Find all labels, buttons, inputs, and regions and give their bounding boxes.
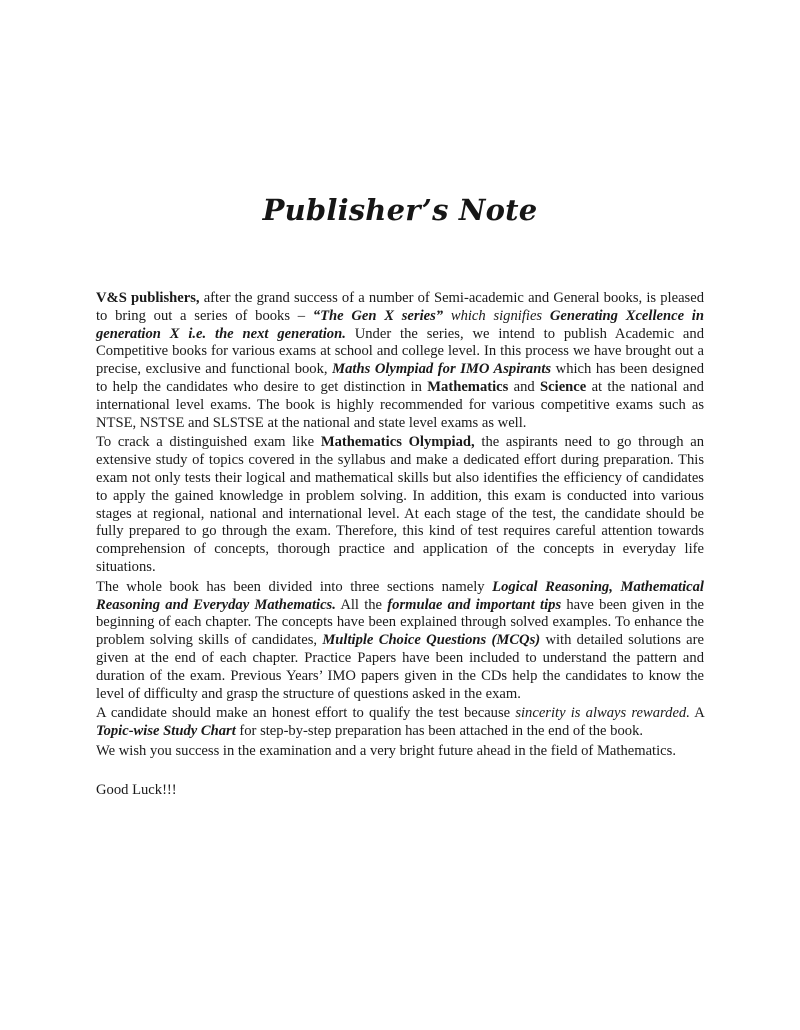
text-segment: Logical Reasoning, Mathematical Reasoning and Everyday Mathematics.	[96, 578, 704, 613]
text-segment: the aspirants need to go through an extensive study of topics covered in the syllabus and make a dedicated effort during preparation. This exam not only tests their logical and mathematical skills but also identifies the efficiency of candidates to apply the gained knowledge in problem solving. In addition, this exam is conducted into various stages at regional, national and international level. At each stage of the test, the candidate should be fully prepared to go through the exam. Therefore, this kind of test requires careful attention towards comprehension of concepts, thorough practice and application of the concepts in everyday life situations.	[96, 434, 704, 575]
text-segment: sincerity is always rewarded.	[515, 705, 690, 722]
paragraph-wishes	[96, 743, 704, 761]
paragraph-olympiad	[96, 434, 704, 576]
note-body	[96, 290, 704, 802]
text-segment: Under the series, we intend to publish Academic and Competitive books for various exams at school and college level. In this process we have brought out a precise, exclusive and functional book,	[96, 325, 705, 378]
text-segment: Mathematics Olympiad,	[320, 434, 475, 451]
text-segment: Multiple Choice Questions (MCQs)	[322, 632, 541, 649]
text-segment: for step-by-step preparation has been attached in the end of the book.	[235, 723, 644, 740]
text-segment: We wish you success in the examination and a very bright future ahead in the field of Mathematics.	[96, 742, 676, 759]
text-segment: formulae and important tips	[387, 596, 562, 613]
text-segment: Science	[540, 378, 587, 395]
paragraph-sections	[96, 579, 704, 704]
text-segment: The whole book has been divided into three sections namely	[96, 578, 493, 595]
text-segment: at the national and international level exams. The book is highly recommended for various competitive exams such as NTSE, NSTSE and SLSTSE at the national and state level exams as well.	[96, 378, 704, 431]
text-segment: Mathematics	[427, 378, 509, 395]
text-segment: have been given in the beginning of each chapter. The concepts have been explained through solved examples. To enhance the problem solving skills of candidates,	[96, 596, 705, 649]
text-segment: “The Gen X series”	[312, 307, 444, 324]
text-segment: Maths Olympiad for IMO Aspirants	[332, 361, 552, 378]
paragraph-effort	[96, 705, 704, 741]
text-segment: To crack a distinguished exam like	[96, 434, 321, 451]
text-segment: All the	[335, 596, 388, 613]
text-segment: with detailed solutions are given at the end of each chapter. Practice Papers have been included to understand the pattern and duration of the exam. Previous Years’ IMO papers given in the CDs help the candidates to know the level of difficulty and grasp the structure of questions asked in the exam.	[96, 632, 704, 702]
text-segment: and	[508, 378, 541, 395]
page-title: Publisher’s Note	[262, 193, 538, 227]
text-segment: after the grand success of a number of Semi-academic and General books, is pleased to bring out a series of books –	[96, 290, 705, 324]
text-segment: V&S publishers,	[96, 290, 200, 306]
closing-signoff: Good Luck!!!	[96, 781, 177, 798]
text-segment: Generating Xcellence in generation X i.e. the next generation.	[96, 307, 704, 342]
text-segment: which signifies	[443, 307, 550, 324]
text-segment: Topic-wise Study Chart	[96, 723, 236, 740]
text-segment: which has been designed to help the candidates who desire to get distinction in	[96, 361, 704, 395]
text-segment: A	[689, 705, 704, 722]
paragraph-intro	[96, 290, 704, 432]
text-segment: A candidate should make an honest effort to qualify the test because	[96, 705, 516, 722]
